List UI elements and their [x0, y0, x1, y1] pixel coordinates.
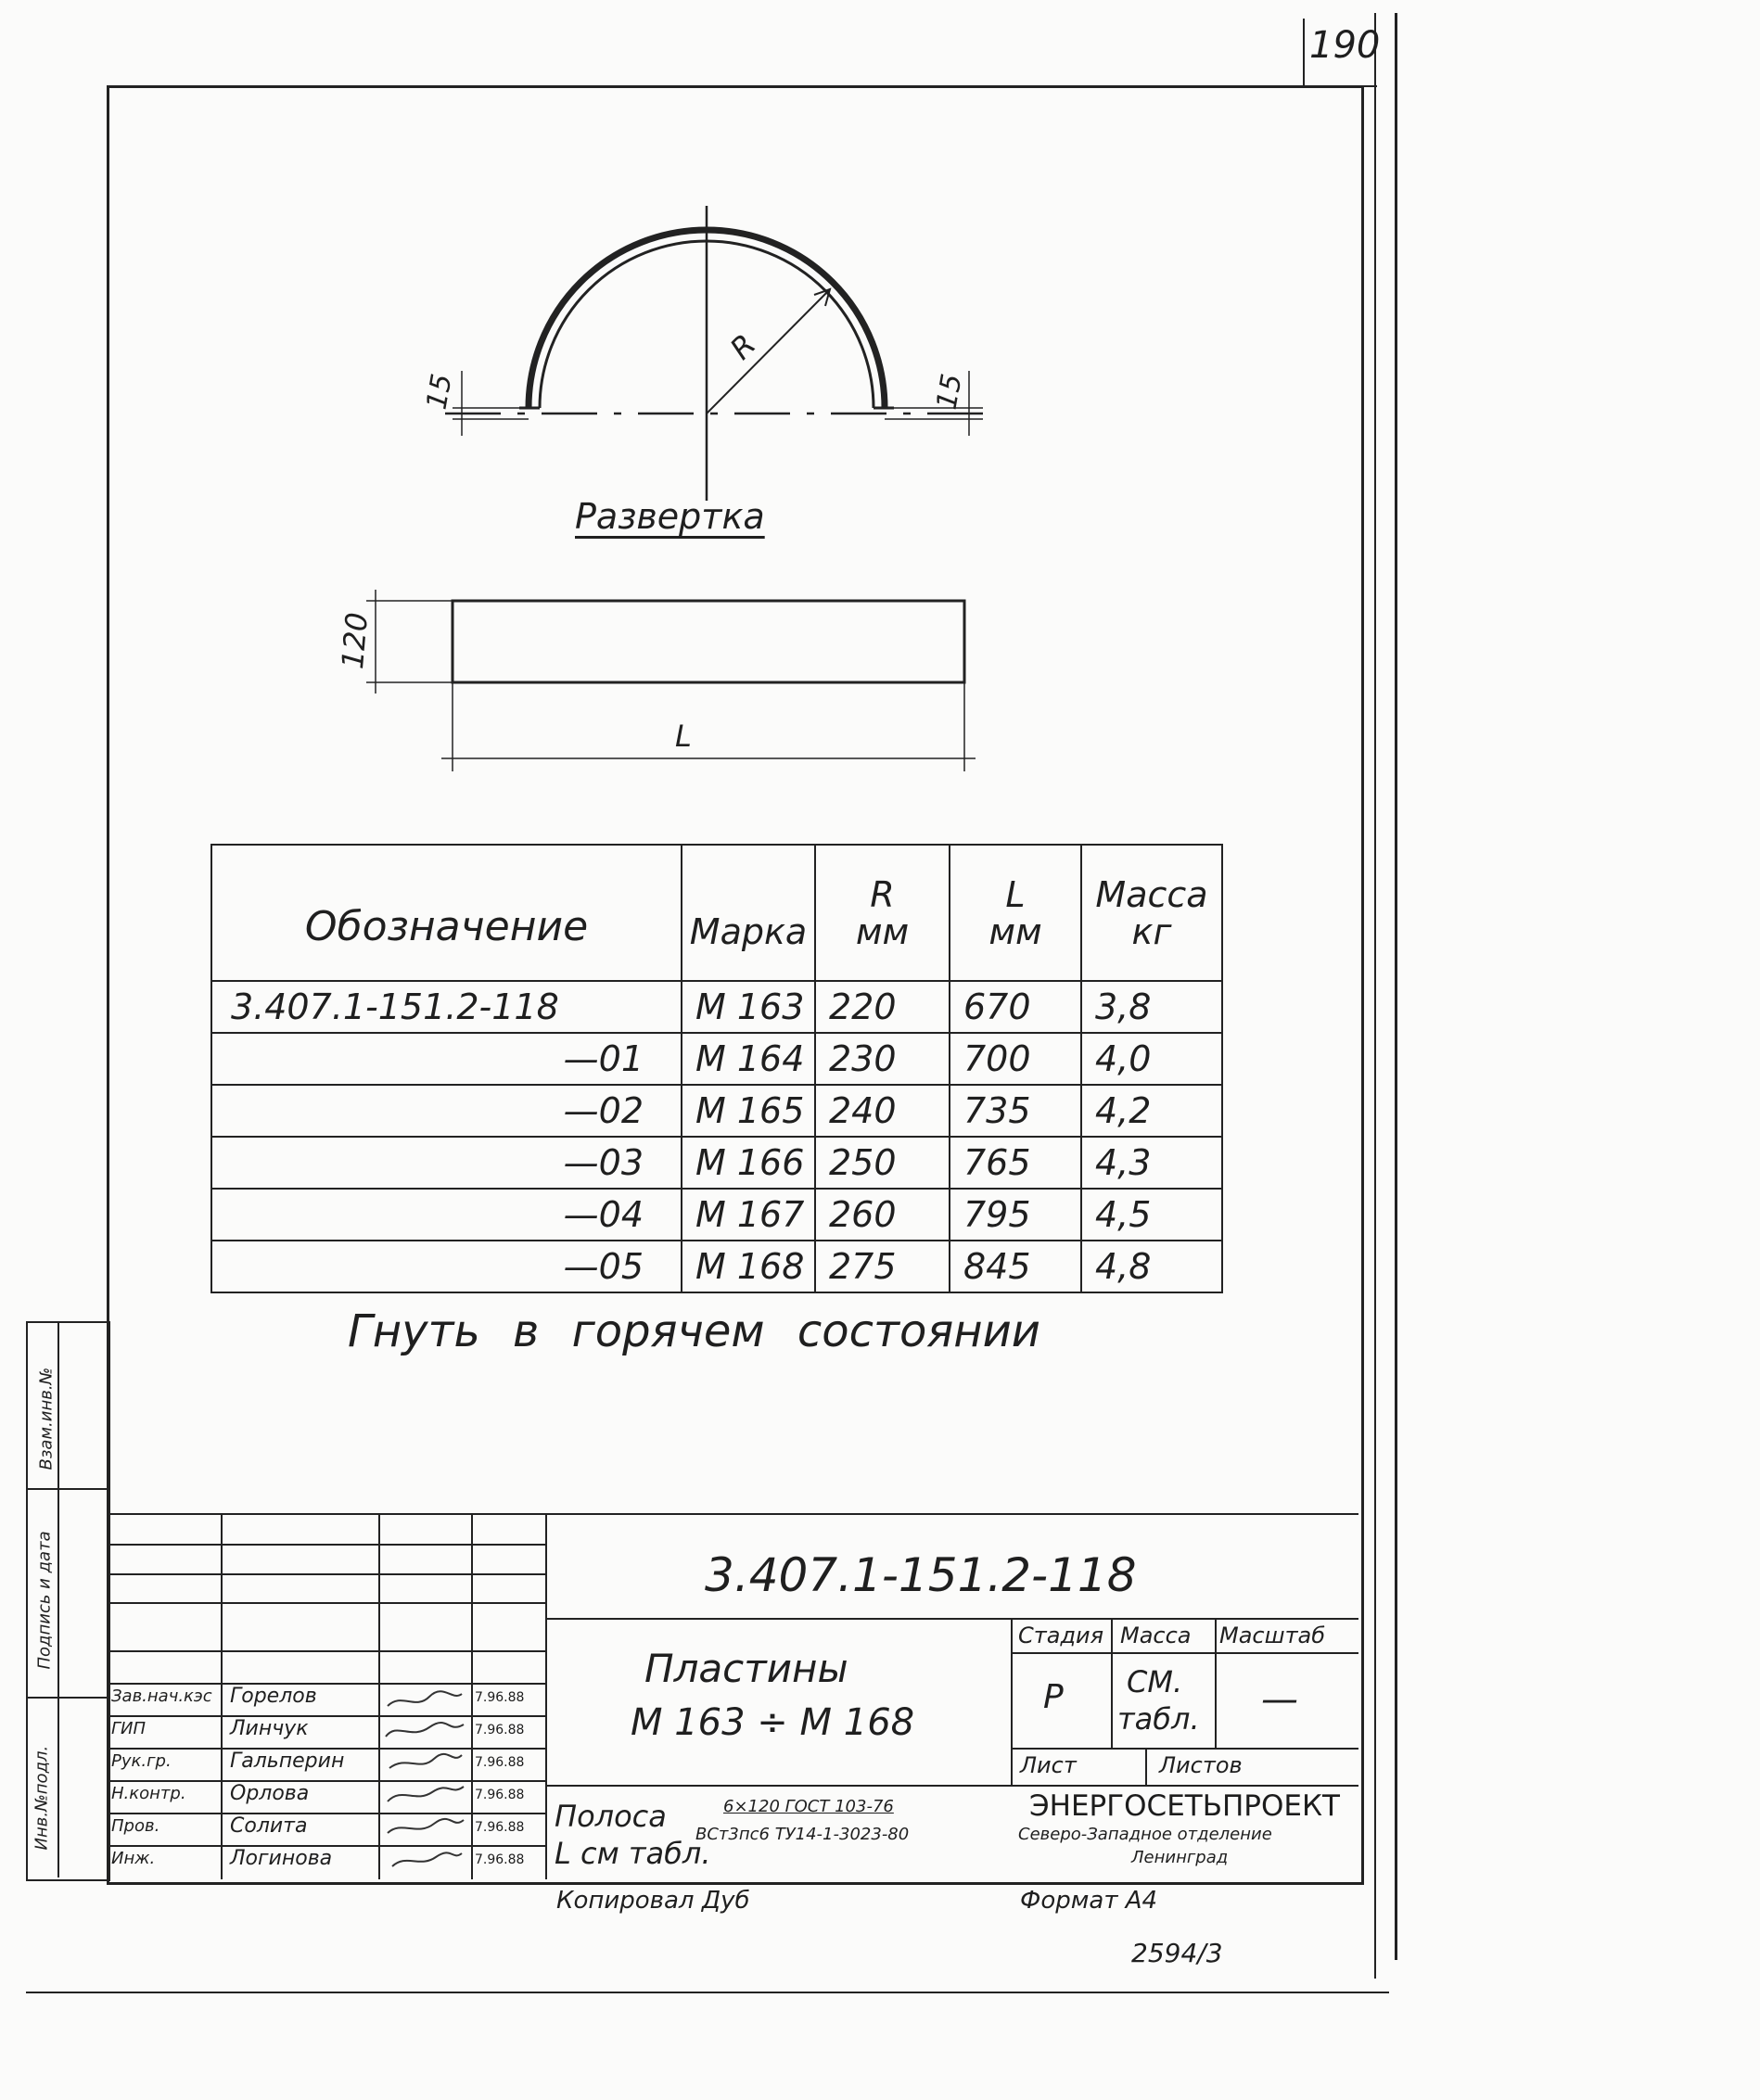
- sig-date: 7.96.88: [475, 1755, 525, 1770]
- header-r: R мм: [815, 845, 950, 981]
- table-row: —01 М 164 230 700 4,0: [211, 1033, 1222, 1085]
- material-spec-1: 6×120 ГОСТ 103-76: [723, 1797, 894, 1816]
- org-name: ЭНЕРГОСЕТЬПРОЕКТ: [1029, 1789, 1340, 1823]
- sig-date: 7.96.88: [475, 1723, 525, 1737]
- header-mass: Масса кг: [1081, 845, 1222, 981]
- material-spec-2: ВСт3пс6 ТУ14-1-3023-80: [695, 1825, 910, 1844]
- sig-role: Зав.нач.кэс: [111, 1686, 212, 1706]
- table-header-row: [211, 845, 1222, 981]
- dim-right-15: 15: [930, 371, 969, 413]
- header-mark: Марка: [682, 845, 815, 981]
- material-1: Полоса: [555, 1799, 667, 1834]
- mass-value-2: табл.: [1117, 1701, 1200, 1737]
- stamp-podpis-data: Подпись и дата: [34, 1531, 55, 1670]
- scale-value: —: [1261, 1678, 1298, 1721]
- development-label: Развертка: [575, 496, 765, 537]
- table-row: —05 М 168 275 845 4,8: [211, 1241, 1222, 1292]
- header-designation: Обозначение: [211, 845, 682, 981]
- stage-value: Р: [1043, 1678, 1064, 1716]
- stamp-inv-podl: Инв.№подл.: [32, 1745, 52, 1851]
- org-division: Северо-Западное отделение: [1018, 1825, 1272, 1844]
- spec-table: [210, 844, 1223, 1293]
- sig-date: 7.96.88: [475, 1852, 525, 1867]
- part-name-2: М 163 ÷ М 168: [631, 1701, 915, 1744]
- development-strip: [453, 601, 964, 682]
- width-dim-120: 120: [334, 610, 376, 671]
- sig-name: Солита: [230, 1814, 308, 1838]
- stage-label: Стадия: [1018, 1623, 1104, 1648]
- sig-date: 7.96.88: [475, 1788, 525, 1802]
- sig-name: Орлова: [230, 1782, 310, 1805]
- material-2: L см табл.: [555, 1836, 711, 1871]
- scale-label: Масштаб: [1219, 1623, 1326, 1648]
- sig-name: Гальперин: [230, 1750, 345, 1773]
- radius-label: R: [722, 326, 763, 367]
- dim-left-15: 15: [420, 371, 459, 413]
- sig-role: ГИП: [111, 1719, 147, 1738]
- sig-name: Логинова: [230, 1847, 333, 1870]
- bending-note: Гнуть в горячем состоянии: [348, 1305, 1040, 1357]
- radius-line: [707, 289, 830, 414]
- sig-date: 7.96.88: [475, 1820, 525, 1835]
- sig-role: Н.контр.: [111, 1784, 186, 1803]
- copied-by: Копировал Дуб: [556, 1887, 750, 1915]
- signature-scribbles: [378, 1683, 471, 1877]
- table-row: 3.407.1-151.2-118 М 163 220 670 3,8: [211, 981, 1222, 1033]
- sig-role: Инж.: [111, 1849, 156, 1868]
- org-city: Ленинград: [1131, 1848, 1229, 1867]
- table-row: —03 М 166 250 765 4,3: [211, 1137, 1222, 1189]
- sig-name: Горелов: [230, 1685, 317, 1708]
- sig-role: Пров.: [111, 1816, 160, 1836]
- page-number: 190: [1309, 24, 1381, 67]
- sig-role: Рук.гр.: [111, 1751, 172, 1771]
- sig-name: Линчук: [230, 1717, 309, 1740]
- table-row: —04 М 167 260 795 4,5: [211, 1189, 1222, 1241]
- stamp-vzam-inv: Взам.инв.№: [36, 1367, 57, 1470]
- inventory-number: 2594/3: [1131, 1938, 1223, 1968]
- title-block-top: [107, 1513, 1358, 1515]
- table-row: —02 М 165 240 735 4,2: [211, 1085, 1222, 1137]
- header-l: L мм: [950, 845, 1081, 981]
- mass-value-1: СМ.: [1127, 1664, 1183, 1699]
- mass-label: Масса: [1120, 1623, 1192, 1648]
- sheets-label: Листов: [1159, 1752, 1243, 1778]
- length-dim-L: L: [675, 719, 692, 754]
- sig-date: 7.96.88: [475, 1690, 525, 1705]
- format: Формат А4: [1020, 1887, 1158, 1915]
- doc-code: 3.407.1-151.2-118: [705, 1548, 1137, 1602]
- sheet-label: Лист: [1020, 1752, 1077, 1778]
- part-name-1: Пластины: [644, 1646, 848, 1691]
